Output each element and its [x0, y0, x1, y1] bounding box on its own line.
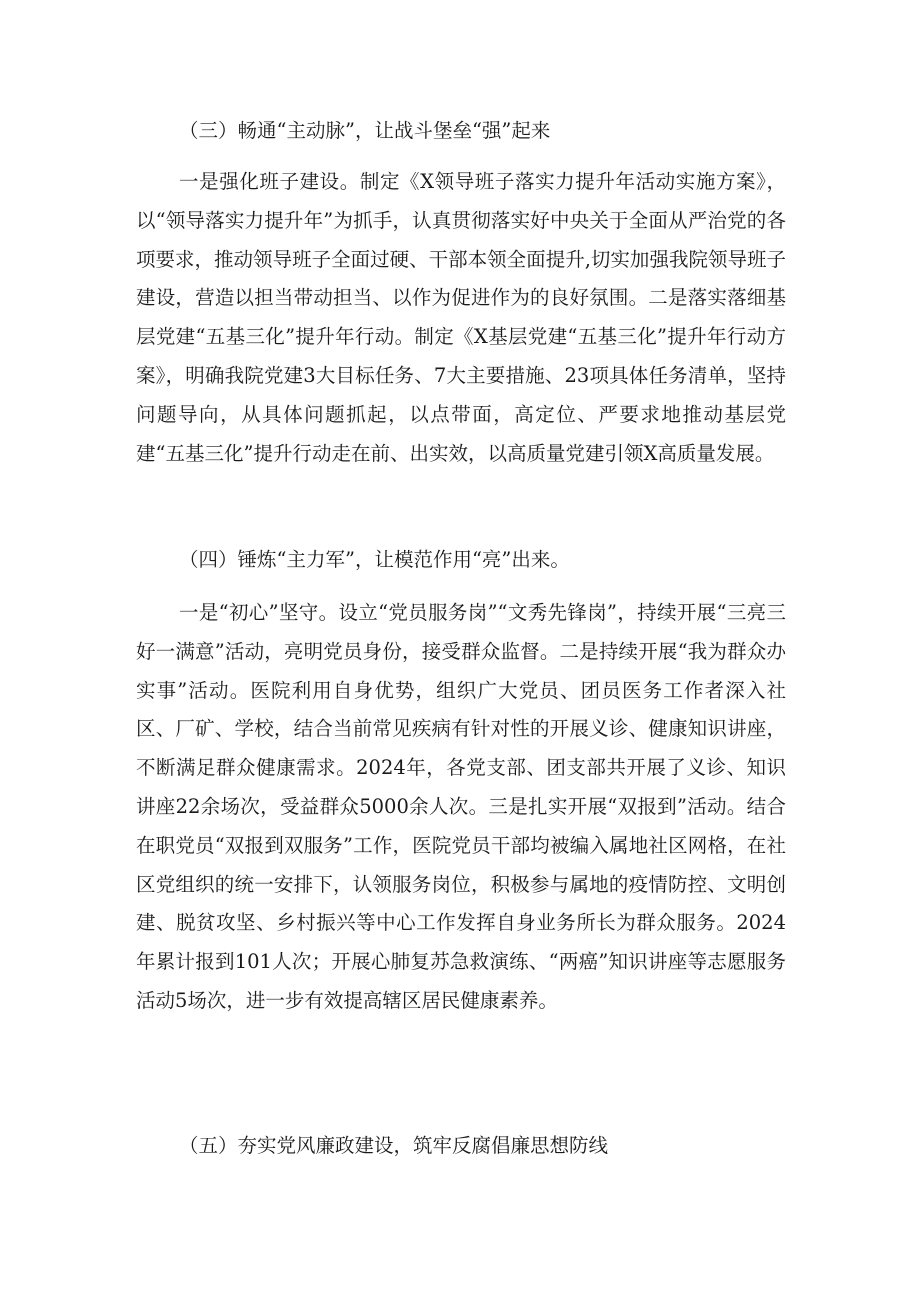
section-heading-3: （三）畅通“主动脉”，让战斗堡垒“强”起来 [179, 119, 551, 142]
section-paragraph-4: 一是“初心”坚守。设立“党员服务岗”“文秀先锋岗”，持续开展“三亮三好一满意”活动，亮明党员身份，接受群众监督。二是持续开展“我为群众办实事”活动。医院利用自身优势，组织广大党员、团员医务工作者深入社区、厂矿、学校，结合当前常见疾病有针对性的开展义诊、健康知识讲座，不断满足群众健康需求。2024年，各党支部、团支部共开展了义诊、知识讲座22余场次，受益群众5000余人次。三是扎实开展“双报到”活动。结合在职党员“双报到双服务”工作，医院党员干部均被编入属地社区网格，在社区党组织的统一安排下，认领服务岗位，积极参与属地的疫情防控、文明创建、脱贫攻坚、乡村振兴等中心工作发挥自身业务所长为群众服务。2024年累计报到101人次；开展心肺复苏急救演练、“两癌”知识讲座等志愿服务活动5场次，进一步有效提高辖区居民健康素养。 [136, 601, 786, 1012]
section-heading-5: （五）夯实党风廉政建设，筑牢反腐倡廉思想防线 [179, 1134, 609, 1157]
section-paragraph-3: 一是强化班子建设。制定《X领导班子落实力提升年活动实施方案》，以“领导落实力提升年”为抓手，认真贯彻落实好中央关于全面从严治党的各项要求，推动领导班子全面过硬、干部本领全面提升,切实加强我院领导班子建设，营造以担当带动担当、以作为促进作为的良好氛围。二是落实落细基层党建“五基三化”提升年行动。制定《X基层党建“五基三化”提升年行动方案》，明确我院党建3大目标任务、7大主要措施、23项具体任务清单，坚持问题导向，从具体问题抓起，以点带面，高定位、严要求地推动基层党建“五基三化”提升行动走在前、出实效，以高质量党建引领X高质量发展。 [136, 170, 786, 465]
section-heading-4: （四）锤炼“主力军”，让模范作用“亮”出来。 [179, 548, 570, 571]
